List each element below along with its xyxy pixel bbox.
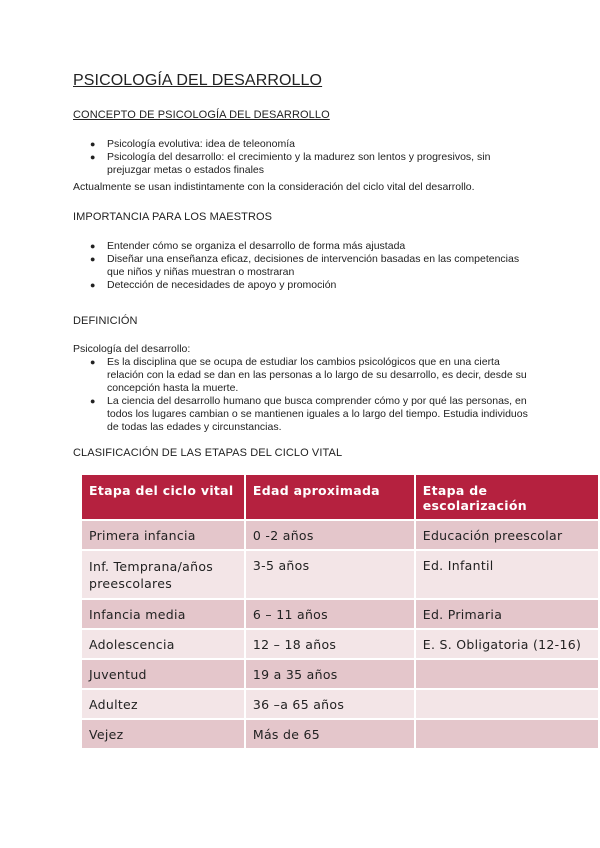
bullet-icon: ● bbox=[90, 396, 96, 406]
table-cell: Más de 65 bbox=[245, 719, 415, 749]
table-cell bbox=[415, 689, 599, 719]
list-item: ● Psicología evolutiva: idea de teleonomía bbox=[90, 138, 295, 150]
table-cell: Juventud bbox=[81, 659, 245, 689]
section-heading-concepto: CONCEPTO DE PSICOLOGÍA DEL DESARROLLO bbox=[73, 109, 330, 121]
column-header: Etapa del ciclo vital bbox=[81, 474, 245, 520]
stages-table bbox=[80, 473, 600, 750]
table-cell: Primera infancia bbox=[81, 520, 245, 550]
table-cell: 19 a 35 años bbox=[245, 659, 415, 689]
table-row bbox=[81, 550, 599, 599]
table-cell: Inf. Temprana/años preescolares bbox=[81, 550, 245, 599]
table-row bbox=[81, 659, 599, 689]
list-item: ● La ciencia del desarrollo humano que busca comprender cómo y por qué las personas, en todos los lugares cambian o se mantienen iguales a lo largo del tiempo. Estudia individuos de todas las edades y circunstancias. bbox=[90, 395, 528, 433]
concepto-list bbox=[73, 138, 533, 177]
table-cell: 3-5 años bbox=[245, 550, 415, 599]
table-cell: 36 –a 65 años bbox=[245, 689, 415, 719]
table-cell: Adultez bbox=[81, 689, 245, 719]
table-cell: 6 – 11 años bbox=[245, 599, 415, 629]
table-cell: Vejez bbox=[81, 719, 245, 749]
document-title: PSICOLOGÍA DEL DESARROLLO bbox=[73, 72, 323, 89]
table-cell: Educación preescolar bbox=[415, 520, 599, 550]
bullet-icon: ● bbox=[90, 139, 96, 149]
table-cell bbox=[415, 659, 599, 689]
definicion-list bbox=[73, 356, 533, 434]
concepto-note: Actualmente se usan indistintamente con la consideración del ciclo vital del desarrollo. bbox=[73, 181, 475, 193]
bullet-icon: ● bbox=[90, 357, 96, 367]
table-cell: Ed. Primaria bbox=[415, 599, 599, 629]
list-item: ● Entender cómo se organiza el desarrollo de forma más ajustada bbox=[90, 240, 406, 252]
bullet-icon: ● bbox=[90, 280, 96, 290]
table-cell: Adolescencia bbox=[81, 629, 245, 659]
section-heading-definicion: DEFINICIÓN bbox=[73, 315, 138, 327]
table-row bbox=[81, 599, 599, 629]
importancia-list bbox=[73, 240, 533, 292]
table-row bbox=[81, 719, 599, 749]
table-cell: E. S. Obligatoria (12-16) bbox=[415, 629, 599, 659]
bullet-icon: ● bbox=[90, 152, 96, 162]
column-header: Edad aproximada bbox=[245, 474, 415, 520]
bullet-icon: ● bbox=[90, 254, 96, 264]
table-row bbox=[81, 629, 599, 659]
bullet-icon: ● bbox=[90, 241, 96, 251]
definicion-intro: Psicología del desarrollo: bbox=[73, 343, 191, 355]
table-row bbox=[81, 520, 599, 550]
table-header-row bbox=[81, 474, 599, 520]
column-header: Etapa de escolarización bbox=[415, 474, 599, 520]
list-item: ● Diseñar una enseñanza eficaz, decisiones de intervención basadas en las competencias que niños y niñas muestran o mostraran bbox=[90, 253, 520, 278]
list-item: ● Es la disciplina que se ocupa de estudiar los cambios psicológicos que en una cierta relación con la edad se dan en las personas a lo largo de su desarrollo, es decir, desde su concepción hasta la muerte. bbox=[90, 356, 527, 394]
list-item: ● Detección de necesidades de apoyo y promoción bbox=[90, 279, 337, 291]
section-heading-clasificacion: CLASIFICACIÓN DE LAS ETAPAS DEL CICLO VITAL bbox=[73, 447, 343, 459]
section-heading-importancia: IMPORTANCIA PARA LOS MAESTROS bbox=[73, 211, 273, 223]
table-cell: 12 – 18 años bbox=[245, 629, 415, 659]
table-row bbox=[81, 689, 599, 719]
table-cell: 0 -2 años bbox=[245, 520, 415, 550]
table-cell: Ed. Infantil bbox=[415, 550, 599, 599]
table-cell bbox=[415, 719, 599, 749]
table-cell: Infancia media bbox=[81, 599, 245, 629]
list-item: ● Psicología del desarrollo: el crecimiento y la madurez son lentos y progresivos, sin prejuzgar metas o estados finales bbox=[90, 151, 491, 176]
